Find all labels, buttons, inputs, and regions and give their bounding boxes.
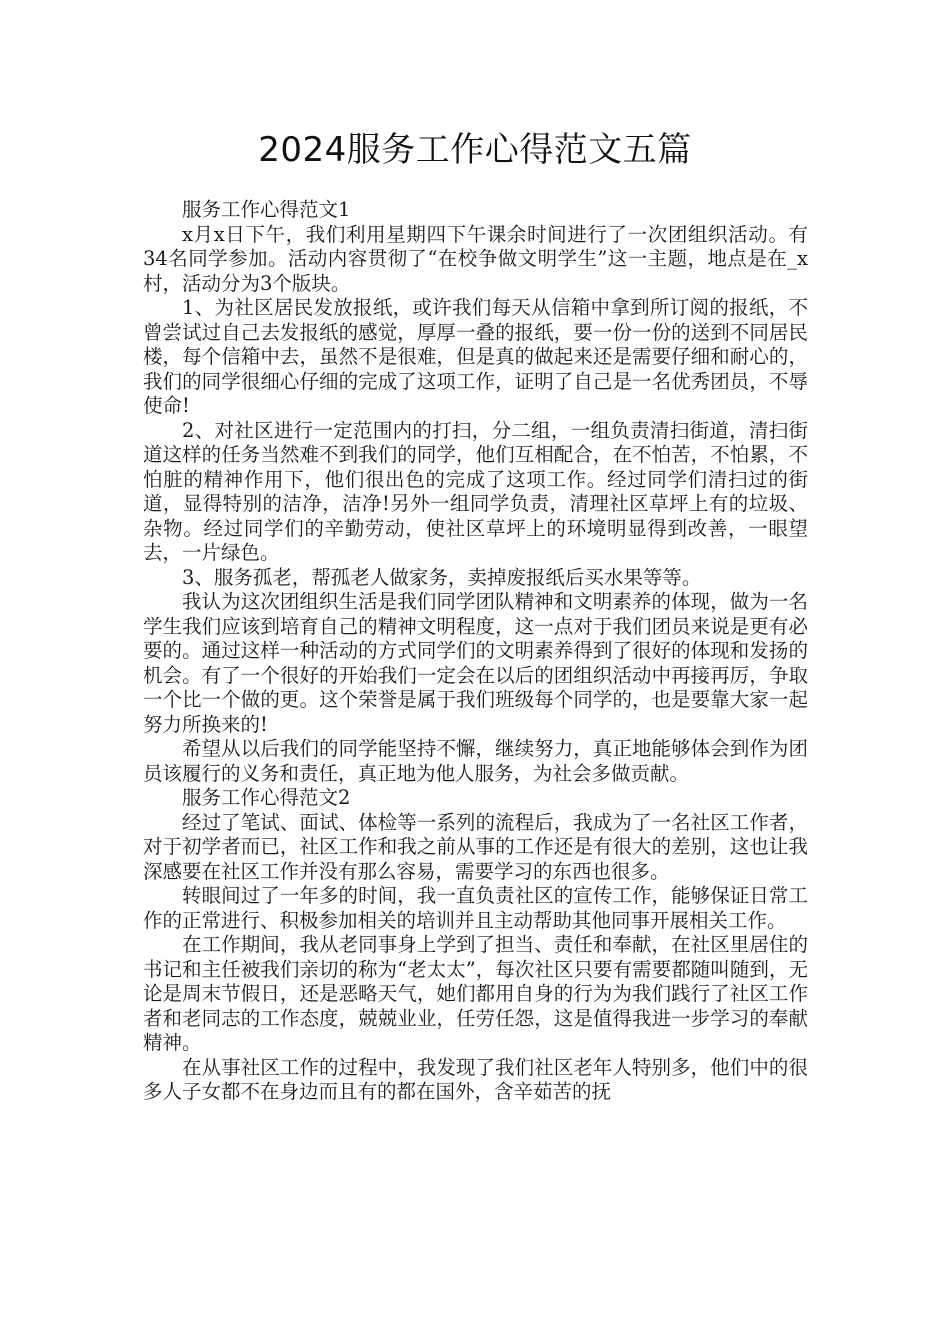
document-title: 2024服务工作心得范文五篇 — [258, 130, 692, 170]
paragraph: 在工作期间，我从老同事身上学到了担当、责任和奉献，在社区里居住的书记和主任被我们亲切的称为“老太太”，每次社区只要有需要都随叫随到，无论是周末节假日，还是恶略天气，她们都用自身的行为为我们践行了社区工作者和老同志的工作态度，兢兢业业，任劳任怨，这是值得我进一步学习的奉献精神。 — [143, 933, 808, 1054]
paragraph: 1、为社区居民发放报纸，或许我们每天从信箱中拿到所订阅的报纸，不曾尝试过自己去发报纸的感觉，厚厚一叠的报纸，要一份一份的送到不同居民楼，每个信箱中去，虽然不是很难，但是真的做起来还是需要仔细和耐心的，我们的同学很细心仔细的完成了这项工作，证明了自己是一名优秀团员，不辱使命! — [143, 296, 808, 417]
section-heading: 服务工作心得范文1 — [182, 198, 351, 221]
paragraph: 在从事社区工作的过程中，我发现了我们社区老年人特别多，他们中的很多人子女都不在身边而且有的都在国外，含辛茹苦的抚 — [143, 1055, 808, 1103]
paragraph: 经过了笔试、面试、体检等一系列的流程后，我成为了一名社区工作者，对于初学者而已，社区工作和我之前从事的工作还是有很大的差别，这也让我深感要在社区工作并没有那么容易，需要学习的东西也很多。 — [143, 810, 808, 883]
paragraph: x月x日下午，我们利用星期四下午课余时间进行了一次团组织活动。有34名同学参加。活动内容贯彻了“在校争做文明学生”这一主题，地点是在_x村，活动分为3个版块。 — [143, 222, 808, 295]
section-heading: 服务工作心得范文2 — [182, 786, 351, 809]
document-body — [143, 198, 808, 1105]
paragraph: 我认为这次团组织生活是我们同学团队精神和文明素养的体现，做为一名学生我们应该到培育自己的精神文明程度，这一点对于我们团员来说是更有必要的。通过这样一种活动的方式同学们的文明素养得到了很好的体现和发扬的机会。有了一个很好的开始我们一定会在以后的团组织活动中再接再厉，争取一个比一个做的更。这个荣誉是属于我们班级每个同学的，也是要靠大家一起努力所换来的! — [143, 590, 808, 736]
paragraph: 2、对社区进行一定范围内的打扫，分二组，一组负责清扫街道，清扫街道这样的任务当然难不到我们的同学，他们互相配合，在不怕苦，不怕累，不怕脏的精神作用下，他们很出色的完成了这项工作。经过同学们清扫过的街道，显得特别的洁净，洁净!另外一组同学负责，清理社区草坪上有的垃圾、杂物。经过同学们的辛勤劳动，使社区草坪上的环境明显得到改善，一眼望去，一片绿色。 — [143, 418, 808, 564]
paragraph: 3、服务孤老，帮孤老人做家务，卖掉废报纸后买水果等等。 — [182, 565, 702, 589]
paragraph: 转眼间过了一年多的时间，我一直负责社区的宣传工作，能够保证日常工作的正常进行、积极参加相关的培训并且主动帮助其他同事开展相关工作。 — [143, 884, 808, 932]
paragraph: 希望从以后我们的同学能坚持不懈，继续努力，真正地能够体会到作为团员该履行的义务和责任，真正地为他人服务，为社会多做贡献。 — [143, 737, 808, 785]
